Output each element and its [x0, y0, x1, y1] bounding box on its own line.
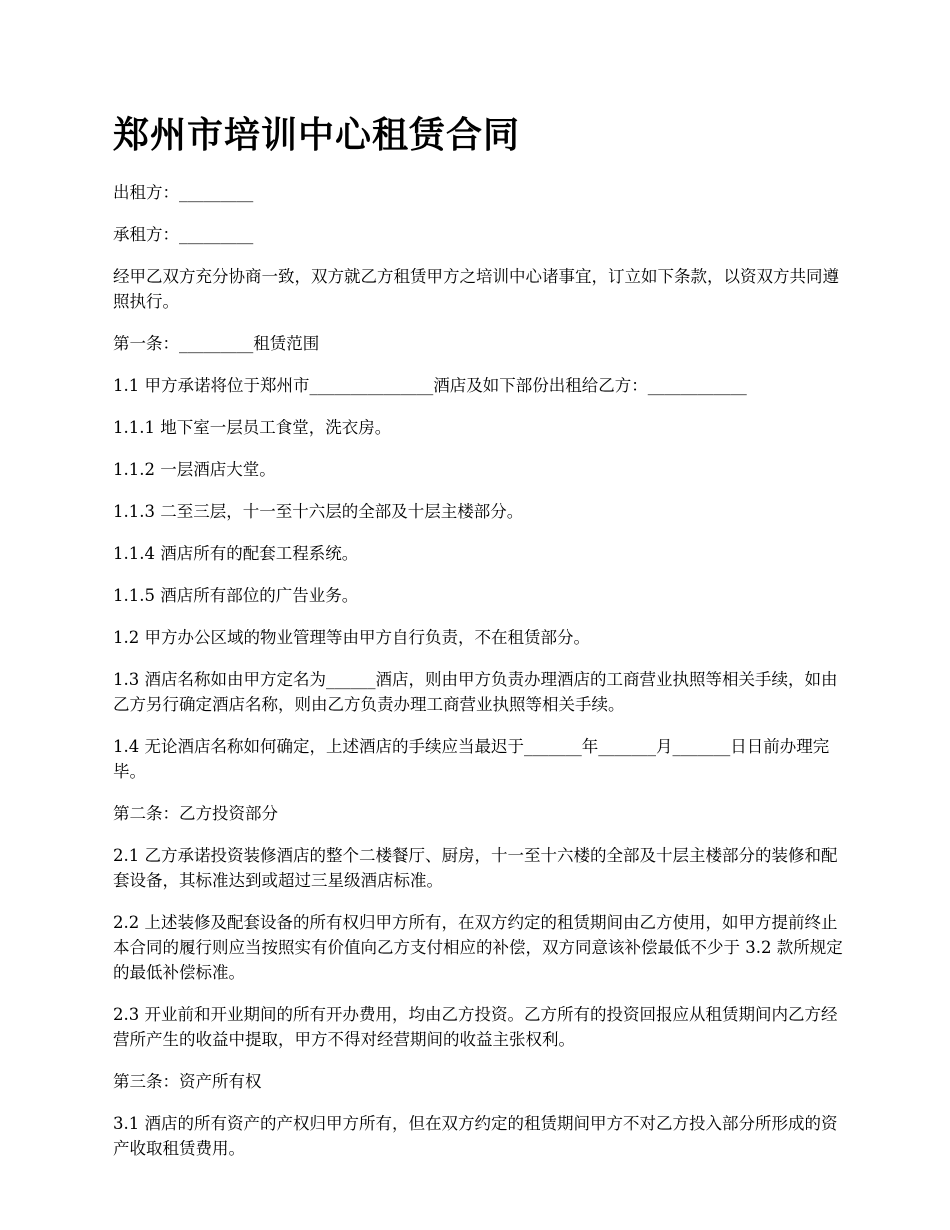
clause-1-1-1: 1.1.1 地下室一层员工食堂，洗衣房。	[113, 418, 392, 437]
lessor-line: 出租方：_________	[113, 183, 254, 202]
clause-1-2: 1.2 甲方办公区域的物业管理等由甲方自行负责，不在租赁部分。	[113, 628, 590, 647]
clause-1-1-4: 1.1.4 酒店所有的配套工程系统。	[113, 544, 359, 563]
clause-2-1: 2.1 乙方承诺投资装修酒店的整个二楼餐厅、厨房，十一至十六楼的全部及十层主楼部分的装修和配套设备，其标准达到或超过三星级酒店标准。	[113, 846, 838, 890]
clause-2-2: 2.2 上述装修及配套设备的所有权归甲方所有，在双方约定的租赁期间由乙方使用，如甲方提前终止本合同的履行则应当按照实有价值向乙方支付相应的补偿，双方同意该补偿最低不少于 3.2 款所规定的最低补偿标准。	[113, 913, 843, 982]
article-3-heading: 第三条：资产所有权	[113, 1072, 262, 1091]
lessee-line: 承租方：_________	[113, 225, 254, 244]
clause-1-1: 1.1 甲方承诺将位于郑州市_______________酒店及如下部份出租给乙方：____________	[113, 376, 747, 395]
clause-1-3: 1.3 酒店名称如由甲方定名为______酒店，则由甲方负责办理酒店的工商营业执照等相关手续，如由乙方另行确定酒店名称，则由乙方负责办理工商营业执照等相关手续。	[113, 670, 838, 714]
clause-1-1-3: 1.1.3 二至三层，十一至十六层的全部及十层主楼部分。	[113, 502, 524, 521]
clause-2-3: 2.3 开业前和开业期间的所有开办费用，均由乙方投资。乙方所有的投资回报应从租赁期间内乙方经营所产生的收益中提取，甲方不得对经营期间的收益主张权利。	[113, 1005, 838, 1049]
document-body	[113, 110, 843, 1178]
clause-3-1: 3.1 酒店的所有资产的产权归甲方所有，但在双方约定的租赁期间甲方不对乙方投入部分所形成的资产收取租赁费用。	[113, 1114, 838, 1158]
clause-1-1-5: 1.1.5 酒店所有部位的广告业务。	[113, 586, 359, 605]
article-2-heading: 第二条：乙方投资部分	[113, 804, 278, 823]
clause-1-4: 1.4 无论酒店名称如何确定，上述酒店的手续应当最迟于_______年_______月_______日日前办理完毕。	[113, 737, 830, 781]
article-1-heading: 第一条：_________租赁范围	[113, 334, 320, 353]
preamble-paragraph: 经甲乙双方充分协商一致，双方就乙方租赁甲方之培训中心诸事宜，订立如下条款，以资双方共同遵照执行。	[113, 267, 839, 311]
document-title: 郑州市培训中心租赁合同	[113, 114, 521, 156]
clause-1-1-2: 1.1.2 一层酒店大堂。	[113, 460, 276, 479]
